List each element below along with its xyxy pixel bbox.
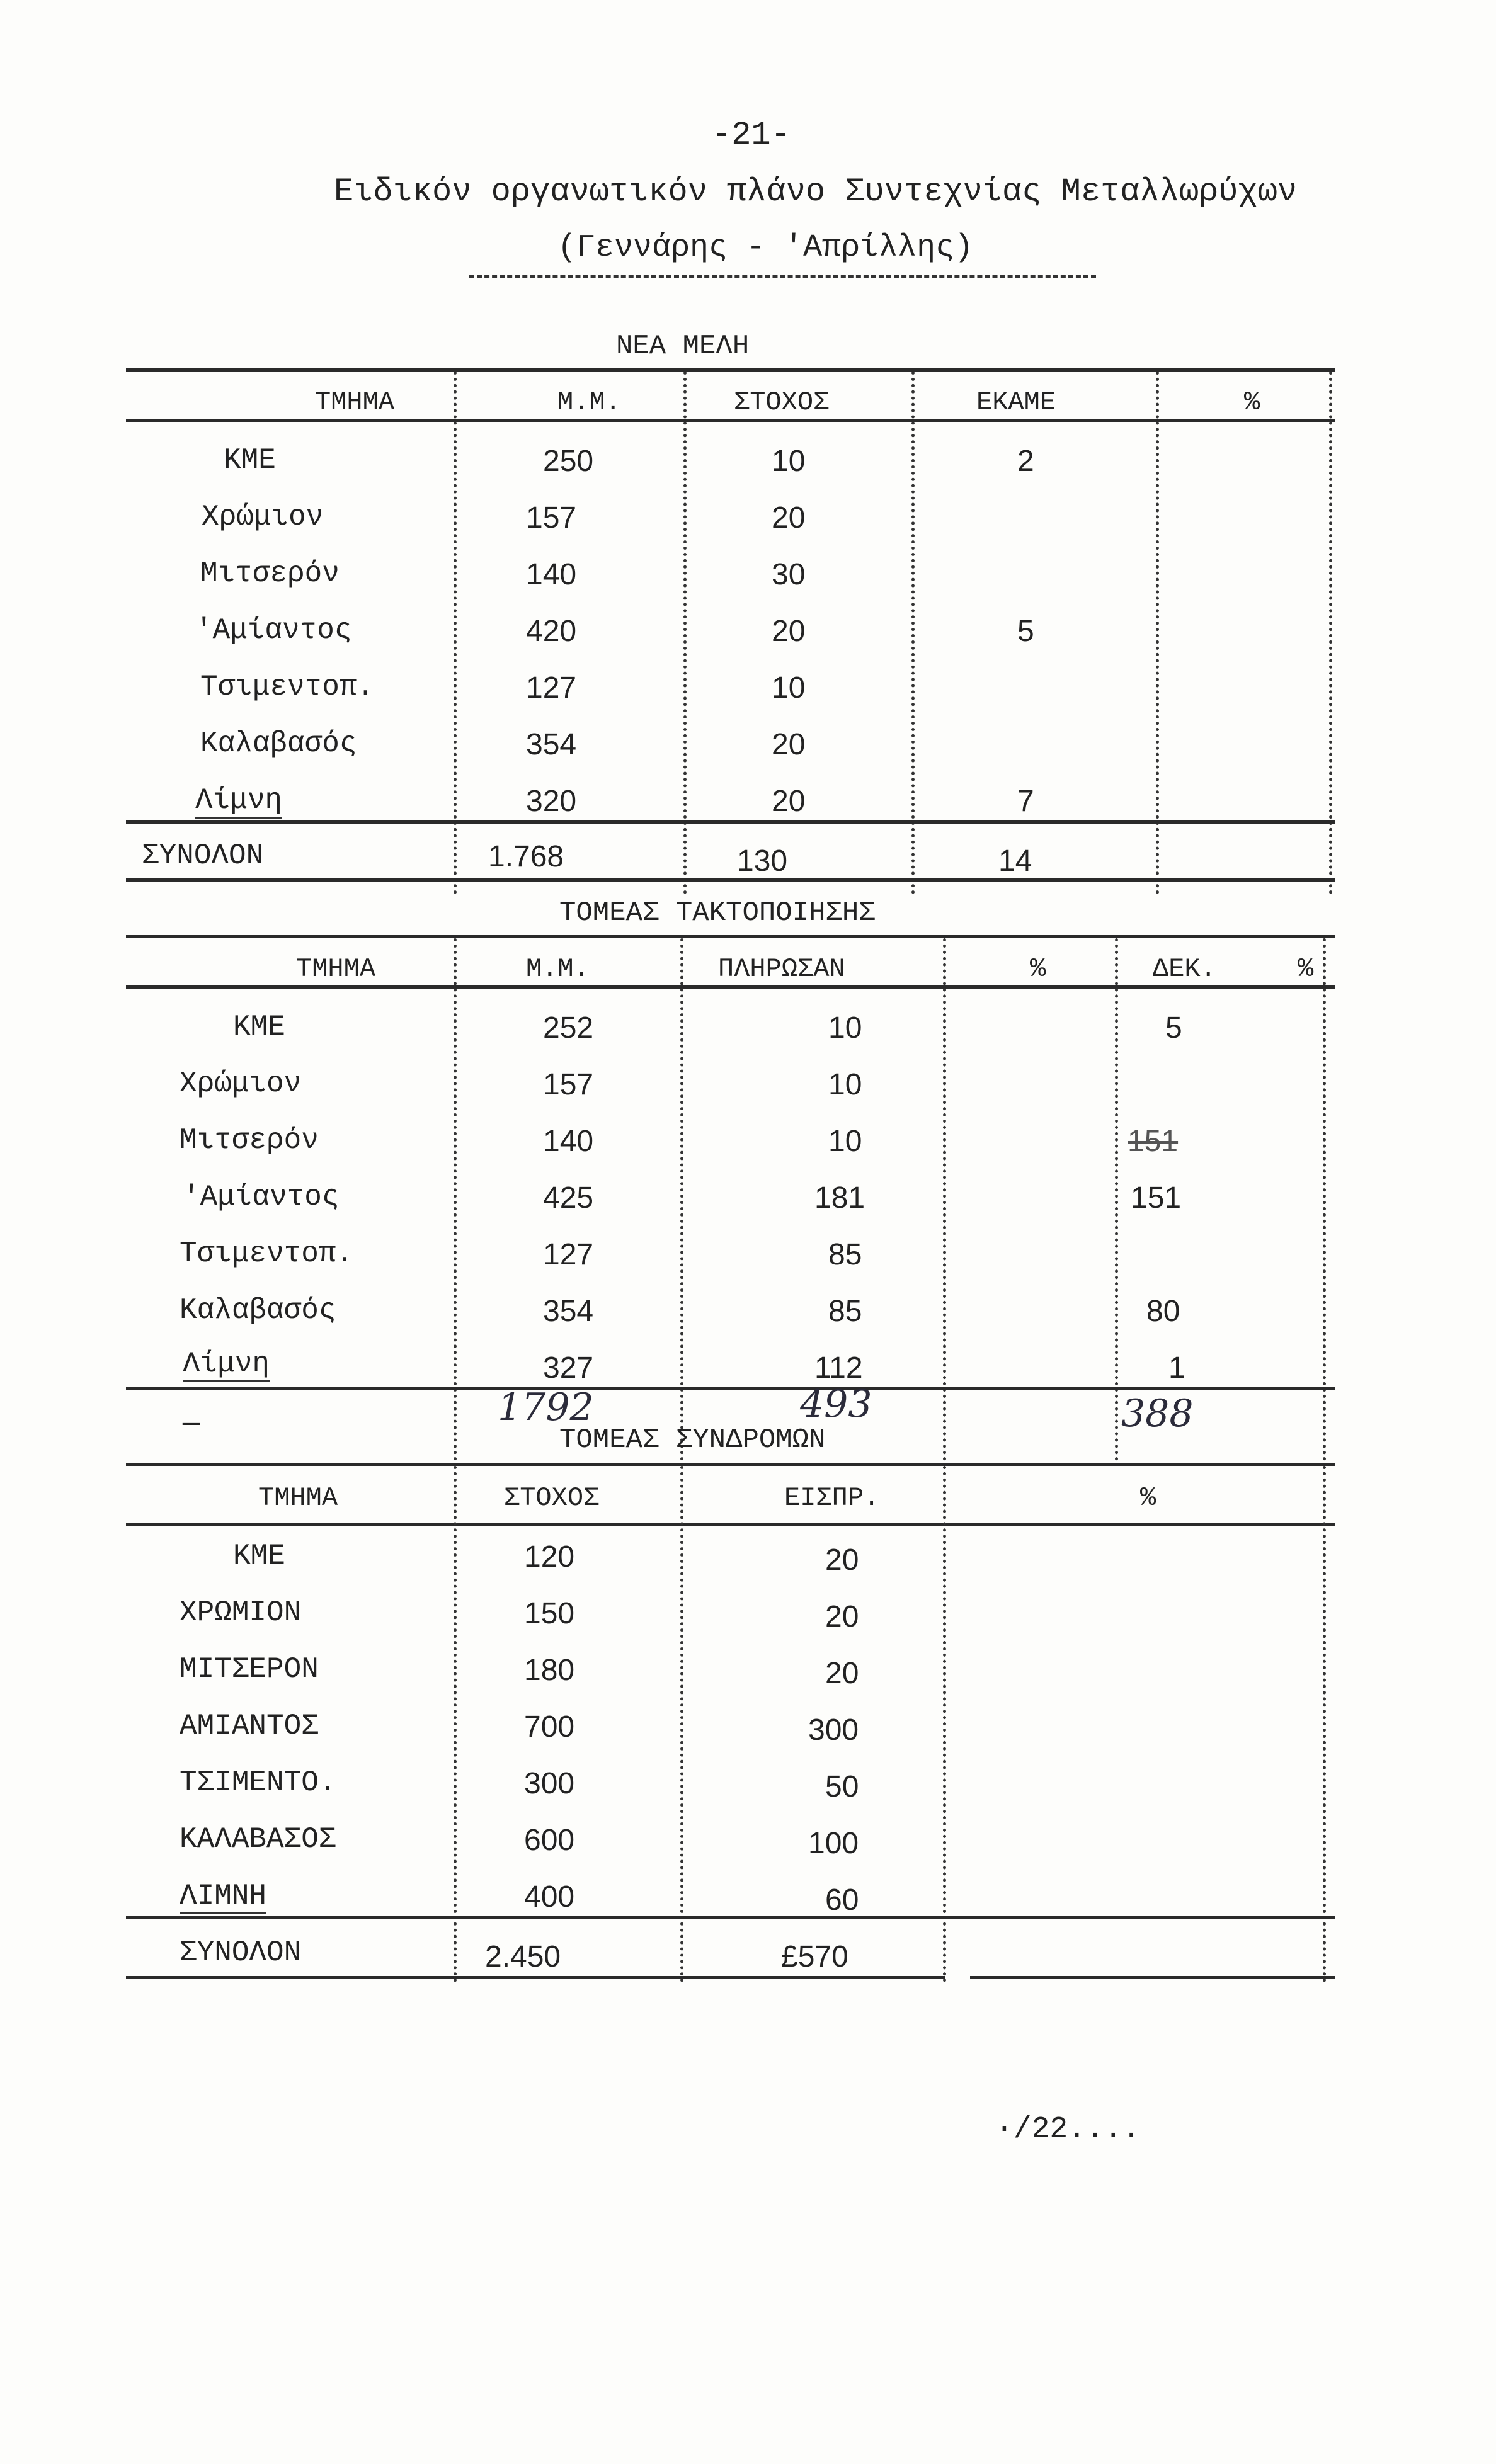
mm-cell: 320 bbox=[526, 785, 577, 818]
target-cell: 600 bbox=[524, 1824, 575, 1857]
next-page-reference: ·/22.... bbox=[995, 2113, 1141, 2147]
dept-cell: Χρώμιον bbox=[180, 1067, 302, 1100]
mm-cell: 252 bbox=[543, 1011, 594, 1045]
subtitle-underline bbox=[469, 275, 1096, 278]
total-mm: 1.768 bbox=[488, 840, 564, 873]
collected-cell: 20 bbox=[825, 1543, 859, 1577]
dek-cell-struck: 151 bbox=[1128, 1125, 1179, 1158]
dept-cell: Λίμνη bbox=[195, 784, 282, 819]
column-divider bbox=[911, 372, 915, 894]
column-divider bbox=[943, 938, 946, 1461]
mm-cell: 127 bbox=[526, 671, 577, 705]
col-header-percent: % bbox=[1140, 1483, 1156, 1513]
dept-cell: 'Αμίαντος bbox=[183, 1181, 340, 1213]
column-divider bbox=[683, 372, 687, 894]
mm-cell: 420 bbox=[526, 615, 577, 648]
table-rule bbox=[126, 935, 1335, 938]
subscriptions-title: ΤΟΜΕΑΣ ΣΥΝΔΡΟΜΩΝ bbox=[559, 1424, 826, 1456]
column-divider bbox=[1115, 938, 1118, 1461]
column-divider bbox=[1323, 938, 1326, 1461]
page-subtitle: (Γεννάρης - 'Απρίλλης) bbox=[557, 230, 974, 266]
table-rule bbox=[126, 1523, 1335, 1526]
col-header-done: ΕΚΑΜΕ bbox=[976, 387, 1056, 417]
target-cell: 20 bbox=[772, 615, 806, 648]
dek-cell: 1 bbox=[1168, 1351, 1185, 1385]
dept-cell: ΧΡΩΜΙΟΝ bbox=[180, 1596, 302, 1629]
paid-cell: 10 bbox=[828, 1068, 862, 1101]
page-title: Ειδικόν οργανωτικόν πλάνο Συντεχνίας Μεταλλωρύχων bbox=[334, 173, 1298, 210]
target-cell: 20 bbox=[772, 728, 806, 761]
dek-cell: 5 bbox=[1165, 1011, 1182, 1045]
total-label: ΣΥΝΟΛΟΝ bbox=[142, 839, 264, 872]
dek-cell: 151 bbox=[1131, 1181, 1182, 1215]
target-cell: 10 bbox=[772, 671, 806, 705]
dept-cell: ΤΣΙΜΕΝΤΟ. bbox=[180, 1766, 336, 1799]
target-cell: 150 bbox=[524, 1597, 575, 1630]
total-target: 130 bbox=[737, 844, 788, 878]
paid-cell: 181 bbox=[814, 1181, 865, 1215]
done-cell: 2 bbox=[1017, 445, 1034, 478]
column-divider bbox=[454, 938, 457, 1461]
regularization-title: ΤΟΜΕΑΣ ΤΑΚΤΟΠΟΙΗΣΗΣ bbox=[559, 897, 876, 929]
target-cell: 10 bbox=[772, 445, 806, 478]
paid-cell: 10 bbox=[828, 1011, 862, 1045]
total-mm-handwritten: 1792 bbox=[498, 1385, 594, 1429]
done-cell: 7 bbox=[1017, 785, 1034, 818]
table-rule bbox=[970, 1976, 1335, 1979]
column-divider bbox=[680, 938, 683, 1461]
col-header-target: ΣΤΟΧΟΣ bbox=[504, 1483, 600, 1513]
column-divider bbox=[454, 372, 457, 894]
col-header-target: ΣΤΟΧΟΣ bbox=[734, 387, 830, 417]
col-header-dept: ΤΜΗΜΑ bbox=[296, 954, 376, 984]
table-rule bbox=[126, 1976, 945, 1979]
table-rule bbox=[126, 1916, 1335, 1919]
table-rule bbox=[126, 878, 1335, 882]
mm-cell: 157 bbox=[543, 1068, 594, 1101]
target-cell: 180 bbox=[524, 1654, 575, 1687]
table-rule bbox=[126, 1463, 1335, 1466]
dept-cell: ΚΑΛΑΒΑΣΟΣ bbox=[180, 1823, 336, 1856]
dept-cell: ΑΜΙΑΝΤΟΣ bbox=[180, 1710, 319, 1742]
total-paid-handwritten: 493 bbox=[800, 1382, 872, 1426]
table-rule bbox=[126, 368, 1335, 372]
column-divider bbox=[454, 1466, 457, 1982]
col-header-dept: ΤΜΗΜΑ bbox=[258, 1483, 338, 1513]
paid-cell: 112 bbox=[814, 1351, 863, 1385]
target-cell: 20 bbox=[772, 785, 806, 818]
col-header-percent: % bbox=[1244, 387, 1260, 417]
collected-cell: 300 bbox=[808, 1713, 859, 1747]
mm-cell: 354 bbox=[543, 1295, 594, 1328]
target-cell: 30 bbox=[772, 558, 806, 591]
column-divider bbox=[680, 1466, 683, 1982]
col-header-percent: % bbox=[1030, 954, 1046, 984]
total-dek-handwritten: 388 bbox=[1121, 1392, 1194, 1436]
collected-cell: 50 bbox=[825, 1770, 859, 1803]
paid-cell: 85 bbox=[828, 1238, 862, 1271]
mm-cell: 250 bbox=[543, 445, 594, 478]
dept-cell: ΚΜΕ bbox=[233, 1011, 285, 1043]
dept-cell: Τσιμεντοπ. bbox=[200, 671, 375, 703]
total-label: — bbox=[183, 1407, 200, 1440]
mm-cell: 425 bbox=[543, 1181, 594, 1215]
dept-cell: Τσιμεντοπ. bbox=[180, 1237, 354, 1270]
collected-cell: 60 bbox=[825, 1883, 859, 1917]
table-rule bbox=[126, 820, 1335, 824]
column-divider bbox=[1156, 372, 1159, 894]
mm-cell: 127 bbox=[543, 1238, 594, 1271]
col-header-mm: Μ.Μ. bbox=[526, 954, 590, 984]
new-members-title: ΝΕΑ ΜΕΛΗ bbox=[616, 331, 750, 362]
mm-cell: 157 bbox=[526, 501, 577, 535]
column-divider bbox=[943, 1466, 946, 1982]
done-cell: 5 bbox=[1017, 615, 1034, 648]
target-cell: 300 bbox=[524, 1767, 575, 1800]
dept-cell: ΛΙΜΝΗ bbox=[180, 1880, 266, 1914]
dept-cell: Καλαβασός bbox=[200, 727, 357, 760]
table-rule bbox=[126, 1387, 1335, 1390]
target-cell: 700 bbox=[524, 1710, 575, 1744]
col-header-paid: ΠΛΗΡΩΣΑΝ bbox=[718, 954, 845, 984]
dept-cell: Μιτσερόν bbox=[200, 557, 340, 590]
table-rule bbox=[126, 419, 1335, 422]
paid-cell: 85 bbox=[828, 1295, 862, 1328]
dept-cell: ΚΜΕ bbox=[224, 444, 276, 477]
paid-cell: 10 bbox=[828, 1125, 862, 1158]
total-done: 14 bbox=[998, 844, 1032, 878]
target-cell: 20 bbox=[772, 501, 806, 535]
page-number: -21- bbox=[712, 116, 791, 154]
dept-cell: Μιτσερόν bbox=[180, 1124, 319, 1157]
column-divider bbox=[1329, 372, 1332, 894]
dept-cell: Χρώμιον bbox=[202, 501, 324, 533]
col-header-dek: ΔΕΚ. bbox=[1153, 954, 1216, 984]
total-target: 2.450 bbox=[485, 1940, 561, 1973]
mm-cell: 140 bbox=[526, 558, 577, 591]
total-label: ΣΥΝΟΛΟΝ bbox=[180, 1936, 302, 1969]
dept-cell: 'Αμίαντος bbox=[195, 614, 352, 647]
target-cell: 400 bbox=[524, 1880, 575, 1914]
dept-cell: ΚΜΕ bbox=[233, 1540, 285, 1572]
collected-cell: 100 bbox=[808, 1827, 859, 1860]
dept-cell: ΜΙΤΣΕΡΟΝ bbox=[180, 1653, 319, 1686]
table-rule bbox=[126, 985, 1335, 989]
target-cell: 120 bbox=[524, 1540, 575, 1574]
column-divider bbox=[1323, 1466, 1326, 1982]
col-header-dek-percent: % bbox=[1298, 954, 1314, 984]
col-header-collected: ΕΙΣΠΡ. bbox=[784, 1483, 880, 1513]
mm-cell: 140 bbox=[543, 1125, 594, 1158]
dept-cell: Καλαβασός bbox=[180, 1294, 336, 1327]
total-collected: £570 bbox=[781, 1940, 848, 1973]
mm-cell: 327 bbox=[543, 1351, 594, 1385]
collected-cell: 20 bbox=[825, 1657, 859, 1690]
dept-cell: Λίμνη bbox=[183, 1348, 270, 1382]
collected-cell: 20 bbox=[825, 1600, 859, 1633]
dek-cell: 80 bbox=[1146, 1295, 1180, 1328]
mm-cell: 354 bbox=[526, 728, 577, 761]
col-header-mm: Μ.Μ. bbox=[557, 387, 621, 417]
col-header-dept: ΤΜΗΜΑ bbox=[315, 387, 395, 417]
